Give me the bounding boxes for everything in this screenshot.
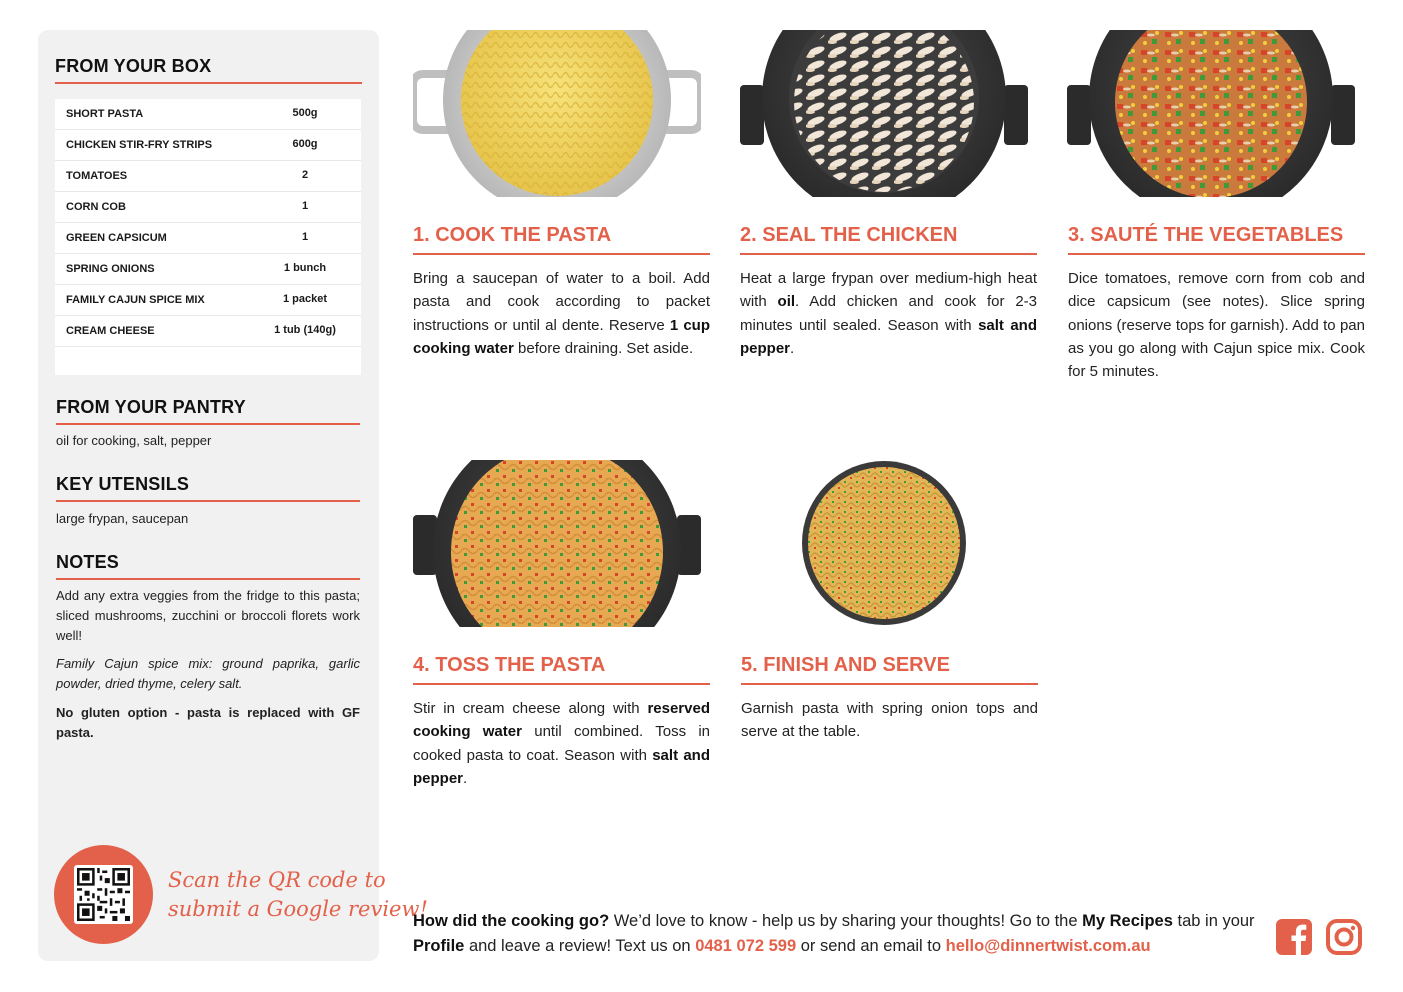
step-1-title: 1. COOK THE PASTA xyxy=(413,224,612,246)
review-text-4: or send an email to xyxy=(796,937,946,955)
utensils-title: KEY UTENSILS xyxy=(56,474,190,494)
step-3-title: 3. SAUTÉ THE VEGETABLES xyxy=(1068,224,1344,246)
ingredient-row xyxy=(55,161,361,192)
step-2-rule xyxy=(740,253,1037,255)
from-box-rule xyxy=(55,82,362,84)
emphasis-text: oil xyxy=(777,293,796,311)
step-3-image xyxy=(1067,30,1355,197)
ingredient-name: SHORT PASTA xyxy=(66,108,144,120)
ingredient-qty: 500g xyxy=(292,107,318,119)
step-3-body xyxy=(1068,267,1365,383)
body-text: . Add chicken and cook for 2-3 minutes until sealed. Season with xyxy=(740,293,1038,334)
step-5-title: 5. FINISH AND SERVE xyxy=(741,654,950,676)
step-2-title: 2. SEAL THE CHICKEN xyxy=(740,224,958,246)
notes-rule xyxy=(56,578,360,580)
step-2-image xyxy=(740,30,1028,197)
emphasis-text: salt and pepper xyxy=(413,746,710,787)
ingredient-qty: 1 xyxy=(301,200,309,212)
ingredient-name: CREAM CHEESE xyxy=(66,325,155,337)
step-5-body xyxy=(741,697,1038,744)
profile-label: Profile xyxy=(413,937,465,955)
ingredient-name: TOMATOES xyxy=(66,170,128,182)
notes-title: NOTES xyxy=(56,552,120,572)
ingredient-name: GREEN CAPSICUM xyxy=(66,232,167,244)
ingredient-row xyxy=(55,99,361,130)
review-prompt xyxy=(413,909,1263,959)
instagram-icon[interactable] xyxy=(1325,918,1363,956)
ingredient-name: SPRING ONIONS xyxy=(66,263,155,275)
ingredient-qty: 1 tub (140g) xyxy=(274,324,336,336)
body-text: . xyxy=(790,339,795,357)
review-question: How did the cooking go? xyxy=(413,912,610,930)
step-4-body xyxy=(413,697,710,790)
ingredient-qty: 1 bunch xyxy=(283,262,327,274)
ingredient-name: CHICKEN STIR-FRY STRIPS xyxy=(66,139,213,151)
notes-para-2: Family Cajun spice mix: ground paprika, garlic powder, dried thyme, celery salt. xyxy=(56,656,360,691)
ingredient-row xyxy=(55,192,361,223)
ingredient-row xyxy=(55,223,361,254)
body-text: Dice tomatoes, remove corn from cob and dice capsicum (see notes). Slice spring onions (reserve tops for garnish). Add to pan as you go along with Cajun spice mix. Cook for 5 minutes. xyxy=(1068,270,1365,381)
step-4-image xyxy=(413,460,701,627)
pantry-text: oil for cooking, salt, pepper xyxy=(56,433,212,448)
step-1-rule xyxy=(413,253,710,255)
step-5-rule xyxy=(741,683,1038,685)
body-text: until combined. Toss in cooked pasta to coat. Season with xyxy=(413,723,711,764)
body-text: Stir in cream cheese along with xyxy=(413,700,648,717)
step-3-rule xyxy=(1068,253,1365,255)
step-1-body xyxy=(413,267,710,360)
ingredient-name: CORN COB xyxy=(66,201,126,213)
step-2-body xyxy=(740,267,1037,360)
emphasis-text: salt and pepper xyxy=(740,316,1037,357)
ingredient-row xyxy=(55,254,361,285)
qr-badge[interactable] xyxy=(54,845,153,944)
my-recipes-label: My Recipes xyxy=(1082,912,1173,930)
phone-link[interactable]: 0481 072 599 xyxy=(695,937,797,955)
emphasis-text: reserved cooking water xyxy=(413,700,710,741)
pantry-rule xyxy=(56,423,360,425)
ingredient-row xyxy=(55,316,361,347)
ingredient-qty: 1 packet xyxy=(282,293,328,305)
body-text: Bring a saucepan of water to a boil. Add pasta and cook according to packet instructions or until al dente. Reserve xyxy=(413,270,710,334)
qr-code-icon[interactable] xyxy=(74,865,133,924)
ingredient-row xyxy=(55,285,361,316)
emphasis-text: 1 cup cooking water xyxy=(413,316,710,357)
qr-caption-line-2: submit a Google review! xyxy=(168,897,428,921)
review-text-1: We’d love to know - help us by sharing your thoughts! Go to the xyxy=(609,912,1083,930)
ingredient-name: FAMILY CAJUN SPICE MIX xyxy=(66,294,205,306)
from-box-title: FROM YOUR BOX xyxy=(55,56,212,76)
utensils-rule xyxy=(56,500,360,502)
step-4-rule xyxy=(413,683,710,685)
step-1-image xyxy=(413,30,701,197)
ingredient-qty: 1 xyxy=(301,231,309,243)
facebook-icon[interactable] xyxy=(1275,918,1313,956)
qr-caption-line-1: Scan the QR code to xyxy=(168,868,386,892)
ingredient-qty: 600g xyxy=(292,138,318,150)
body-text: Garnish pasta with spring onion tops and serve at the table. xyxy=(741,700,1038,741)
utensils-text: large frypan, saucepan xyxy=(56,511,189,526)
review-text-3: and leave a review! Text us on xyxy=(464,937,696,955)
email-link[interactable]: hello@dinnertwist.com.au xyxy=(945,937,1151,955)
pantry-title: FROM YOUR PANTRY xyxy=(56,397,246,417)
step-4-title: 4. TOSS THE PASTA xyxy=(413,654,606,676)
body-text: . xyxy=(463,769,468,787)
notes-para-1: Add any extra veggies from the fridge to this pasta; sliced mushrooms, zucchini or broccoli florets work well! xyxy=(56,588,360,643)
review-text-2: tab in your xyxy=(1172,912,1255,930)
ingredient-qty: 2 xyxy=(301,169,309,181)
ingredient-row xyxy=(55,130,361,161)
body-text: Heat a large frypan over medium-high heat with xyxy=(740,270,1037,311)
ingredients-table xyxy=(55,99,361,375)
step-5-image xyxy=(740,460,1028,627)
notes-para-3: No gluten option - pasta is replaced with GF pasta. xyxy=(56,705,360,740)
body-text: before draining. Set aside. xyxy=(513,339,694,357)
